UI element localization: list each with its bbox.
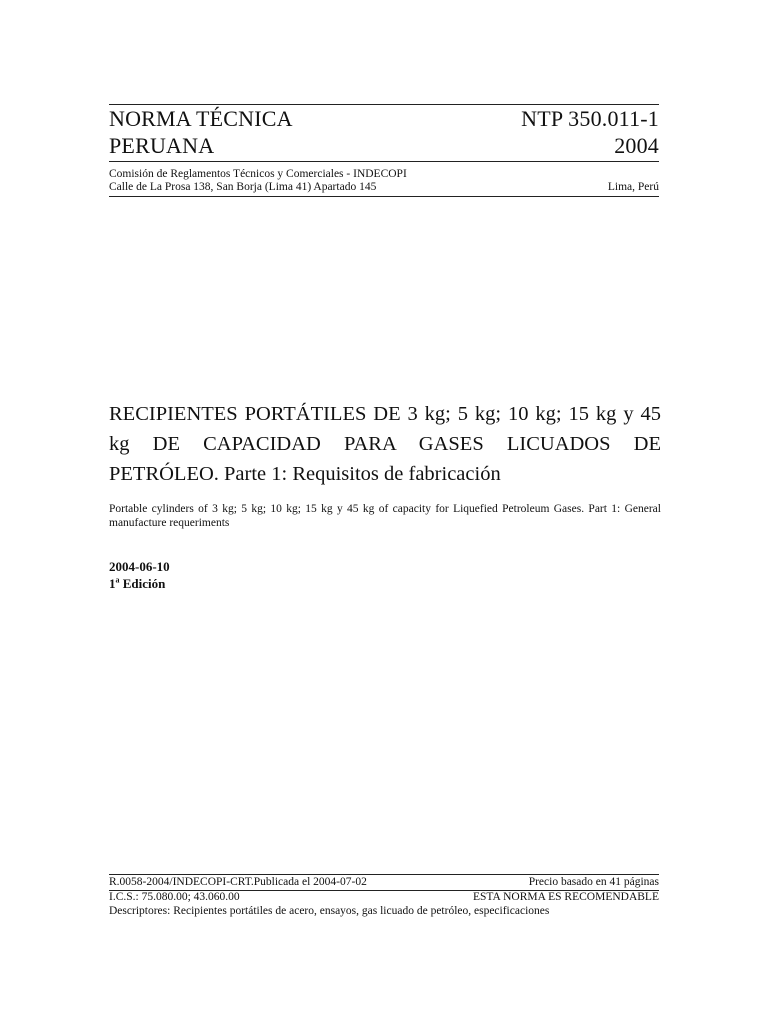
peruana-label: PERUANA	[109, 133, 215, 158]
document-title: RECIPIENTES PORTÁTILES DE 3 kg; 5 kg; 10 kg; 15 kg y 45 kg DE CAPACIDAD PARA GASES LICUADOS DE PETRÓLEO. Parte 1: Requisitos de fabricación	[109, 403, 661, 485]
header-bottom-rule	[109, 196, 659, 197]
footer-top-rule	[109, 874, 659, 875]
footer-recommendation: ESTA NORMA ES RECOMENDABLE	[473, 891, 659, 903]
footer-descriptors: Descriptores: Recipientes portátiles de acero, ensayos, gas licuado de petróleo, especificaciones	[109, 905, 550, 917]
organization-address: Calle de La Prosa 138, San Borja (Lima 41) Apartado 145	[109, 181, 377, 193]
header-middle-rule	[109, 161, 659, 162]
organization-block	[109, 168, 407, 194]
organization-name: Comisión de Reglamentos Técnicos y Comerciales - INDECOPI	[109, 168, 407, 180]
document-subtitle-english: Portable cylinders of 3 kg; 5 kg; 10 kg; 15 kg y 45 kg of capacity for Liquefied Petroleum Gases. Part 1: General manufacture requeriments	[109, 503, 661, 529]
footer-ics: I.C.S.: 75.080.00; 43.060.00	[109, 891, 240, 903]
edition-number: 1$^a$ Edición	[109, 575, 166, 591]
header-left	[109, 105, 293, 159]
footer-resolution: R.0058-2004/INDECOPI-CRT.Publicada el 2004-07-02	[109, 876, 367, 888]
edition-superscript: a	[115, 575, 120, 585]
organization-city: Lima, Perú	[607, 181, 659, 193]
edition-date: 2004-06-10	[109, 559, 170, 574]
standard-year: 2004	[614, 133, 659, 158]
edition-block	[109, 558, 170, 592]
norma-tecnica-label: NORMA TÉCNICA	[109, 106, 293, 131]
header-right	[521, 105, 659, 159]
footer-price: Precio basado en 41 páginas	[528, 876, 659, 888]
standard-code: NTP 350.011-1	[521, 106, 659, 131]
